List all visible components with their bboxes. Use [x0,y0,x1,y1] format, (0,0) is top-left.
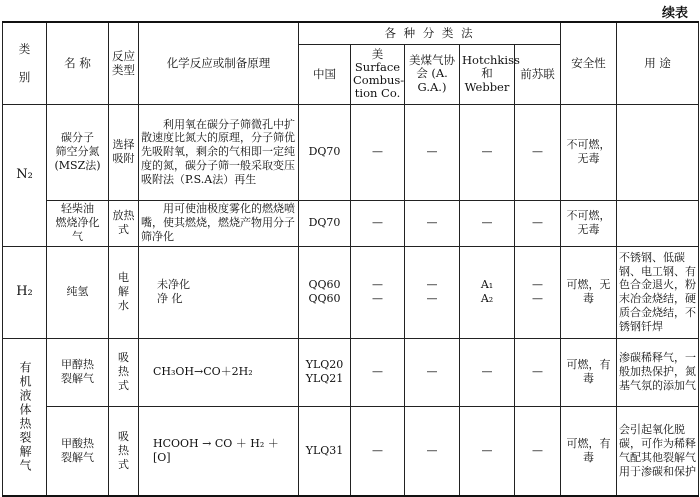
hotchkiss-cell: — [460,338,515,406]
safety-cell: 可燃，有毒 [561,338,617,406]
ussr-cell: — [515,104,561,200]
table-row [3,200,699,246]
safety-cell: 不可燃，无毒 [561,200,617,246]
china-cell: DQ70 [299,200,351,246]
us-surface-cell: — [351,338,405,406]
category-cell: H₂ [3,246,47,338]
name-cell: 甲醇热 裂解气 [47,338,109,406]
china-cell: DQ70 [299,104,351,200]
table-row [3,406,699,496]
header-us-gas-assoc: 美煤气协 会 (A. G.A.) [405,44,460,104]
principle-cell: HCOOH → CO ＋ H₂ ＋ [O] [139,406,299,496]
category-cell [3,338,47,496]
principle-cell: 未净化 净 化 [139,246,299,338]
principle-cell: 用可使油极度雾化的燃烧喷嘴，使其燃烧，燃烧产物用分子筛净化 [139,200,299,246]
name-cell: 纯氢 [47,246,109,338]
hotchkiss-cell: — [460,200,515,246]
type-cell: 选择 吸附 [109,104,139,200]
category-cell: N₂ [3,104,47,246]
continued-label: 续表 [661,6,688,21]
safety-cell: 不可燃，无毒 [561,104,617,200]
us-surface-cell: — [351,406,405,496]
us-gas-cell: — [405,104,460,200]
ussr-cell: — [515,200,561,246]
us-gas-cell: — [405,338,460,406]
usage-cell: 会引起氧化脱碳，可作为稀释气配其他裂解气用于渗碳和保护 [617,406,699,496]
usage-cell [617,200,699,246]
header-us-surface: 美 Surface Combus- tion Co. [351,44,405,104]
ussr-cell: — [515,406,561,496]
type-cell: 吸 热 式 [109,406,139,496]
us-gas-cell: — — [405,246,460,338]
name-cell: 碳分子 筛空分氮 (MSZ法) [47,104,109,200]
header-classification: 各 种 分 类 法 [299,22,561,44]
name-cell: 轻柴油 燃烧净化 气 [47,200,109,246]
usage-cell: 不锈钢、低碳钢、电工钢、有色合金退火，粉末冶金烧结，硬质合金烧结，不锈钢钎焊 [617,246,699,338]
atmosphere-classification-table [2,21,699,497]
us-surface-cell: — [351,104,405,200]
type-cell: 吸 热 式 [109,338,139,406]
header-hotchkiss: Hotchkiss 和 Webber [460,44,515,104]
category-label: 有机液体热裂解气 [18,360,32,473]
us-surface-cell: — — [351,246,405,338]
safety-cell: 可燃，有毒 [561,406,617,496]
ussr-cell: — [515,338,561,406]
header-reaction-type: 反应 类型 [109,22,139,104]
principle-cell: CH₃OH→CO＋2H₂ [139,338,299,406]
china-cell: QQ60 QQ60 [299,246,351,338]
table-row [3,246,699,338]
us-gas-cell: — [405,200,460,246]
principle-cell: 利用氧在碳分子筛微孔中扩散速度比氮大的原理，分子筛优先吸附氧，剩余的气相即一定纯度的氮，碳分子筛一般采取变压吸附法（P.S.A法）再生 [139,104,299,200]
table-row [3,104,699,200]
header-name: 名 称 [47,22,109,104]
usage-cell: 渗碳稀释气，一般加热保护，氮基气氛的添加气 [617,338,699,406]
header-usage: 用 途 [617,22,699,104]
us-gas-cell: — [405,406,460,496]
header-safety: 安全性 [561,22,617,104]
type-cell: 放热 式 [109,200,139,246]
us-surface-cell: — [351,200,405,246]
type-cell: 电 解 水 [109,246,139,338]
hotchkiss-cell: — [460,104,515,200]
china-cell: YLQ31 [299,406,351,496]
safety-cell: 可燃，无毒 [561,246,617,338]
header-ussr: 前苏联 [515,44,561,104]
name-cell: 甲酸热 裂解气 [47,406,109,496]
header-principle: 化学反应或制备原理 [139,22,299,104]
table-row [3,338,699,406]
hotchkiss-cell: A₁ A₂ [460,246,515,338]
hotchkiss-cell: — [460,406,515,496]
china-cell: YLQ20 YLQ21 [299,338,351,406]
header-category: 类 别 [3,22,47,104]
header-china: 中国 [299,44,351,104]
usage-cell [617,104,699,200]
ussr-cell: — — [515,246,561,338]
